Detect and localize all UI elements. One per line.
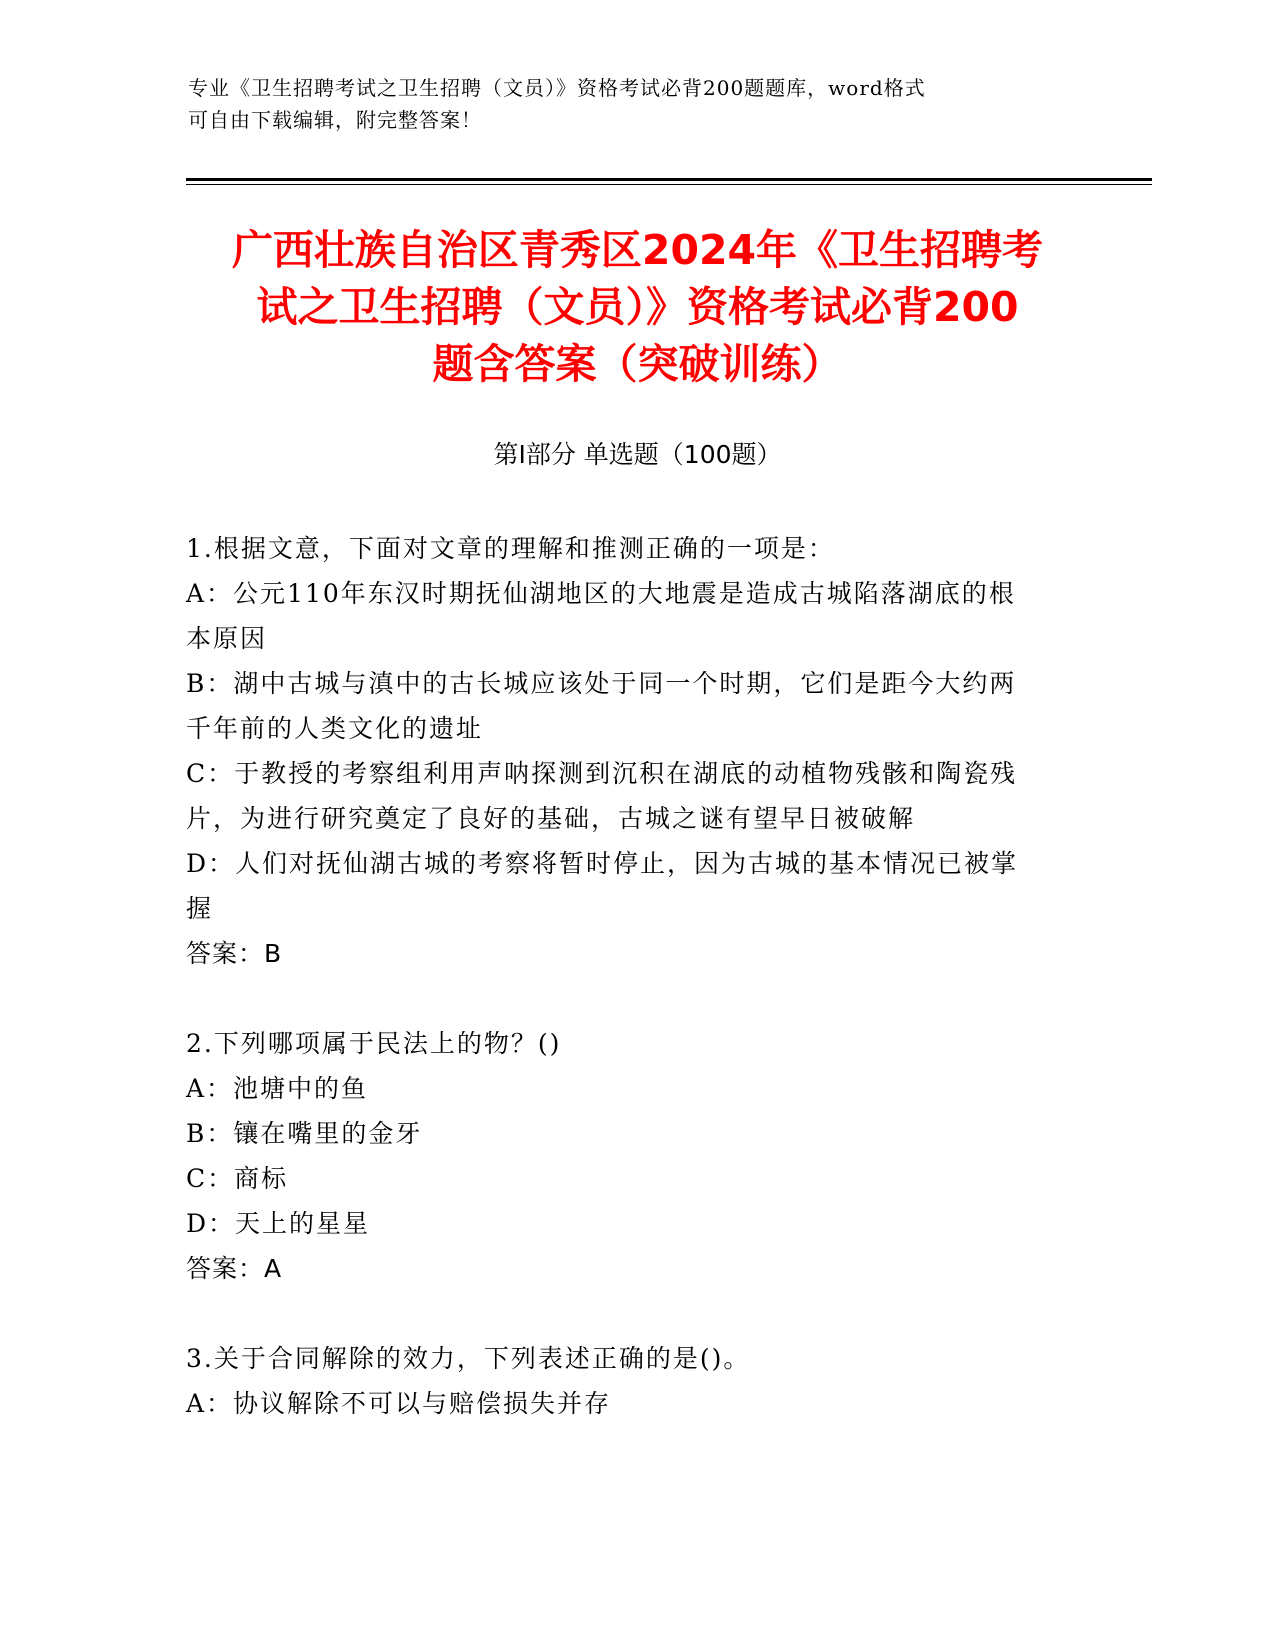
answer-label: 答案：B [186,939,283,968]
question-3 [186,1336,1086,1426]
option-line: B：湖中古城与滇中的古长城应该处于同一个时期，它们是距今大约两 [186,669,1017,698]
option-d: D：天上的星星 [186,1209,371,1238]
option-line: 本原因 [186,624,268,653]
title-line: 题含答案（突破训练） [432,340,843,388]
question-stem: 3.关于合同解除的效力，下列表述正确的是()。 [186,1344,751,1373]
section-heading: 第Ⅰ部分 单选题（100题） [493,440,782,469]
option-a: A：池塘中的鱼 [186,1074,369,1103]
option-line: A：公元110年东汉时期抚仙湖地区的大地震是造成古城陷落湖底的根 [186,579,1016,608]
header-divider-thin [186,184,1152,185]
option-c: C：商标 [186,1164,289,1193]
option-line: 片，为进行研究奠定了良好的基础，古城之谜有望早日被破解 [186,804,916,833]
option-a: A：协议解除不可以与赔偿损失并存 [186,1389,612,1418]
question-stem: 2.下列哪项属于民法上的物？() [186,1029,562,1058]
option-line: D：人们对抚仙湖古城的考察将暂时停止，因为古城的基本情况已被掌 [186,849,1019,878]
document-title [160,222,1115,393]
option-line: C：于教授的考察组利用声呐探测到沉积在湖底的动植物残骸和陶瓷残 [186,759,1018,788]
option-line: 千年前的人类文化的遗址 [186,714,484,743]
option-b: B：镶在嘴里的金牙 [186,1119,423,1148]
header-note-line: 可自由下载编辑，附完整答案！ [188,108,482,132]
header-divider-thick [186,178,1152,181]
option-line: 握 [186,894,214,923]
option-a [186,571,1086,661]
title-line: 广西壮族自治区青秀区2024年《卫生招聘考 [231,226,1044,274]
option-c [186,751,1086,841]
question-stem: 1.根据文意，下面对文章的理解和推测正确的一项是： [186,534,835,563]
header-note-line: 专业《卫生招聘考试之卫生招聘（文员）》资格考试必背200题题库，word格式 [188,76,926,100]
option-d [186,841,1086,931]
question-2 [186,1021,1086,1291]
header-note [188,72,1088,136]
answer-label: 答案：A [186,1254,283,1283]
option-b [186,661,1086,751]
question-1 [186,526,1086,976]
title-line: 试之卫生招聘（文员）》资格考试必背200 [256,283,1019,331]
question-list [186,526,1086,1471]
